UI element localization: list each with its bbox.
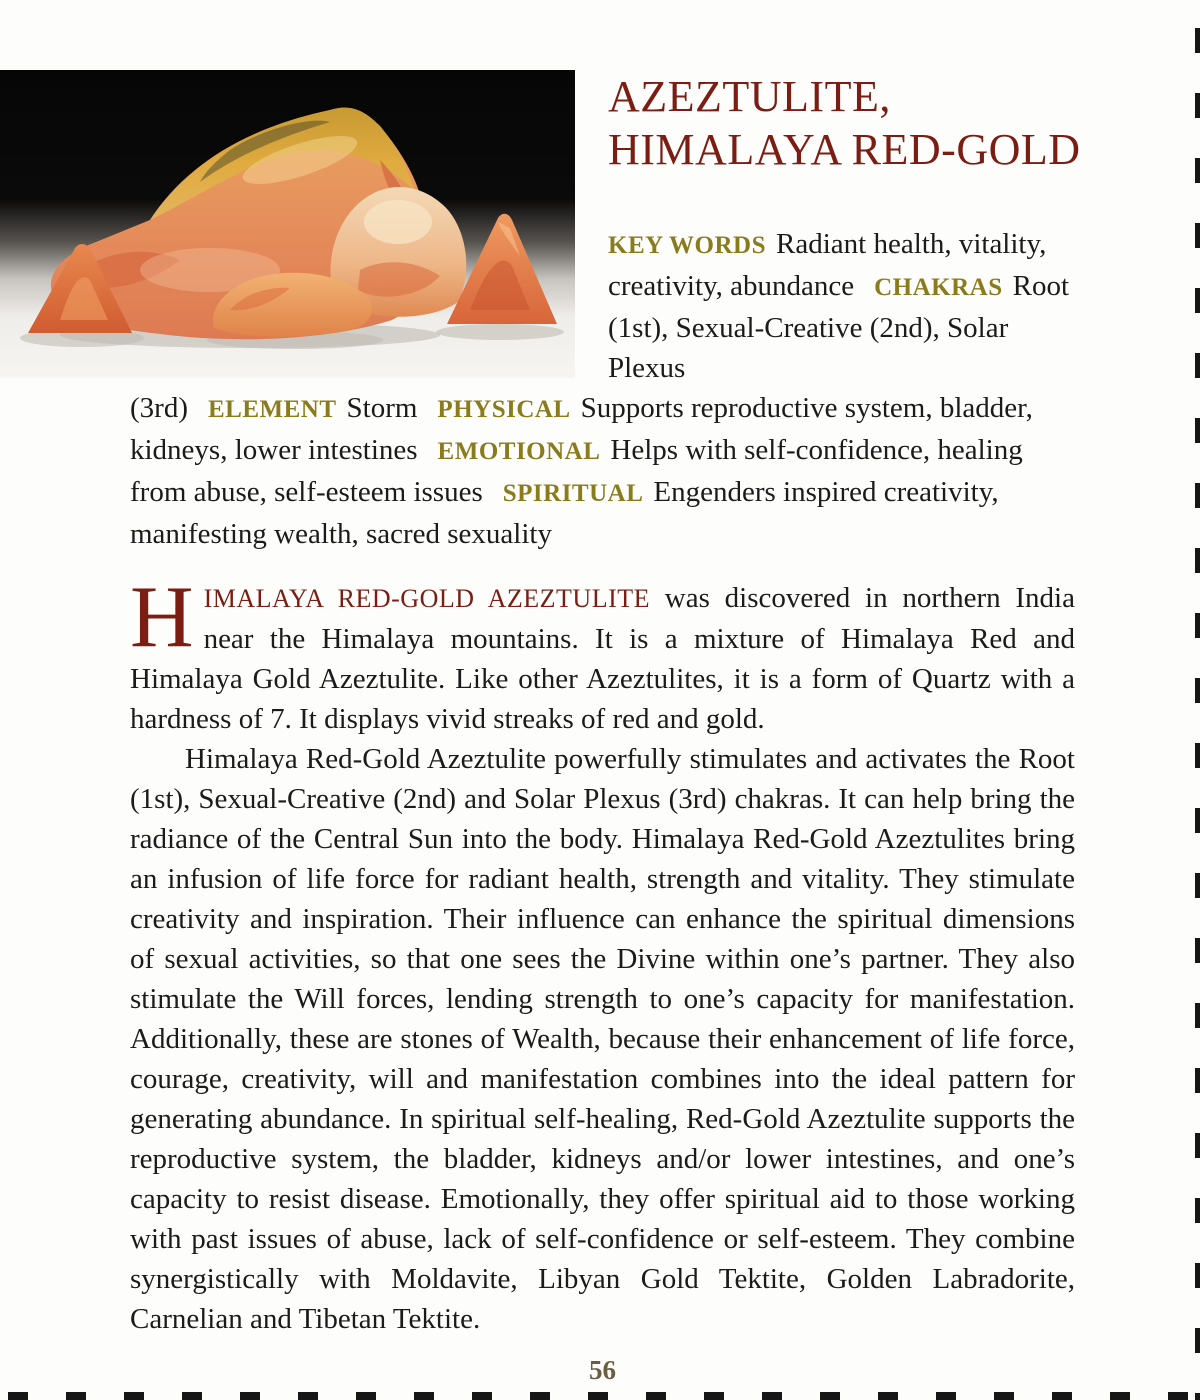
lead-small-caps: IMALAYA RED-GOLD AZEZTULITE <box>203 584 650 613</box>
crystal-photo-illustration <box>0 70 575 378</box>
page-content <box>0 70 1200 1386</box>
property-label-emotional: EMOTIONAL <box>437 438 601 465</box>
property-text-spiritual: Engenders inspired creativity, manifesting wealth, sacred sexuality <box>130 476 999 550</box>
page-number: 56 <box>589 1355 616 1385</box>
property-label-element: ELEMENT <box>207 396 337 423</box>
page-edge-marks-right <box>1195 0 1200 1400</box>
body-paragraph-2: Himalaya Red-Gold Azeztulite powerfully stimulates and activates the Root (1st), Sexual-Creative (2nd) and Solar Plexus (3rd) chakras. It can help bring the radiance of the Central Sun into the body. Himalaya Red-Gold Azeztulites bring an infusion of life force for radiant health, strength and vitality. They stimulate creativity and inspiration. Their influence can enhance the spiritual dimensions of sexual activities, so that one sees the Divine within one’s partner. They also stimulate the Will forces, lending strength to one’s capacity for manifestation. Additionally, these are stones of Wealth, because their enhancement of life force, courage, creativity, will and manifestation combines into the ideal pattern for generating abundance. In spiritual self-healing, Red-Gold Azeztulite supports the reproductive system, the bladder, kidneys and/or lower intestines, and one’s capacity to resist disease. Emotionally, they offer spiritual aid to those working with past issues of abuse, lack of self-confidence or self-esteem. They combine synergistically with Moldavite, Libyan Gold Tektite, Golden Labradorite, Carnelian and Tibetan Tektite. <box>130 743 1075 1335</box>
property-text-element: Storm <box>346 392 418 424</box>
property-label-spiritual: SPIRITUAL <box>502 480 644 507</box>
page-edge-marks-bottom <box>0 1392 1200 1400</box>
page-title-line2: HIMALAYA RED-GOLD <box>608 125 1081 174</box>
crystal-photo <box>0 70 575 378</box>
property-label-key-words: KEY WORDS <box>608 232 767 259</box>
page-title-line1: AZEZTULITE, <box>608 72 891 121</box>
property-text-chakras: Root (1st), Sexual-Creative (2nd), Solar Plexus (3rd) <box>130 270 1070 424</box>
property-text-emotional: Helps with self-confidence, healing from abuse, self-esteem issues <box>130 434 1023 508</box>
property-text-key-words: Radiant health, vitality, creativity, abundance <box>608 228 1047 302</box>
property-label-chakras: CHAKRAS <box>874 274 1003 301</box>
property-text-physical: Supports reproductive system, bladder, kidneys, lower intestines <box>130 392 1033 466</box>
drop-cap: H <box>130 569 194 666</box>
body-paragraph-1-text: was discovered in northern India near the Himalaya mountains. It is a mixture of Himalaya Red and Himalaya Gold Azeztulite. Like other Azeztulites, it is a form of Quartz with a hardness of 7. It displays vivid streaks of red and gold. <box>130 582 1075 735</box>
body-paragraph-1 <box>130 569 1075 739</box>
property-label-physical: PHYSICAL <box>437 396 571 423</box>
